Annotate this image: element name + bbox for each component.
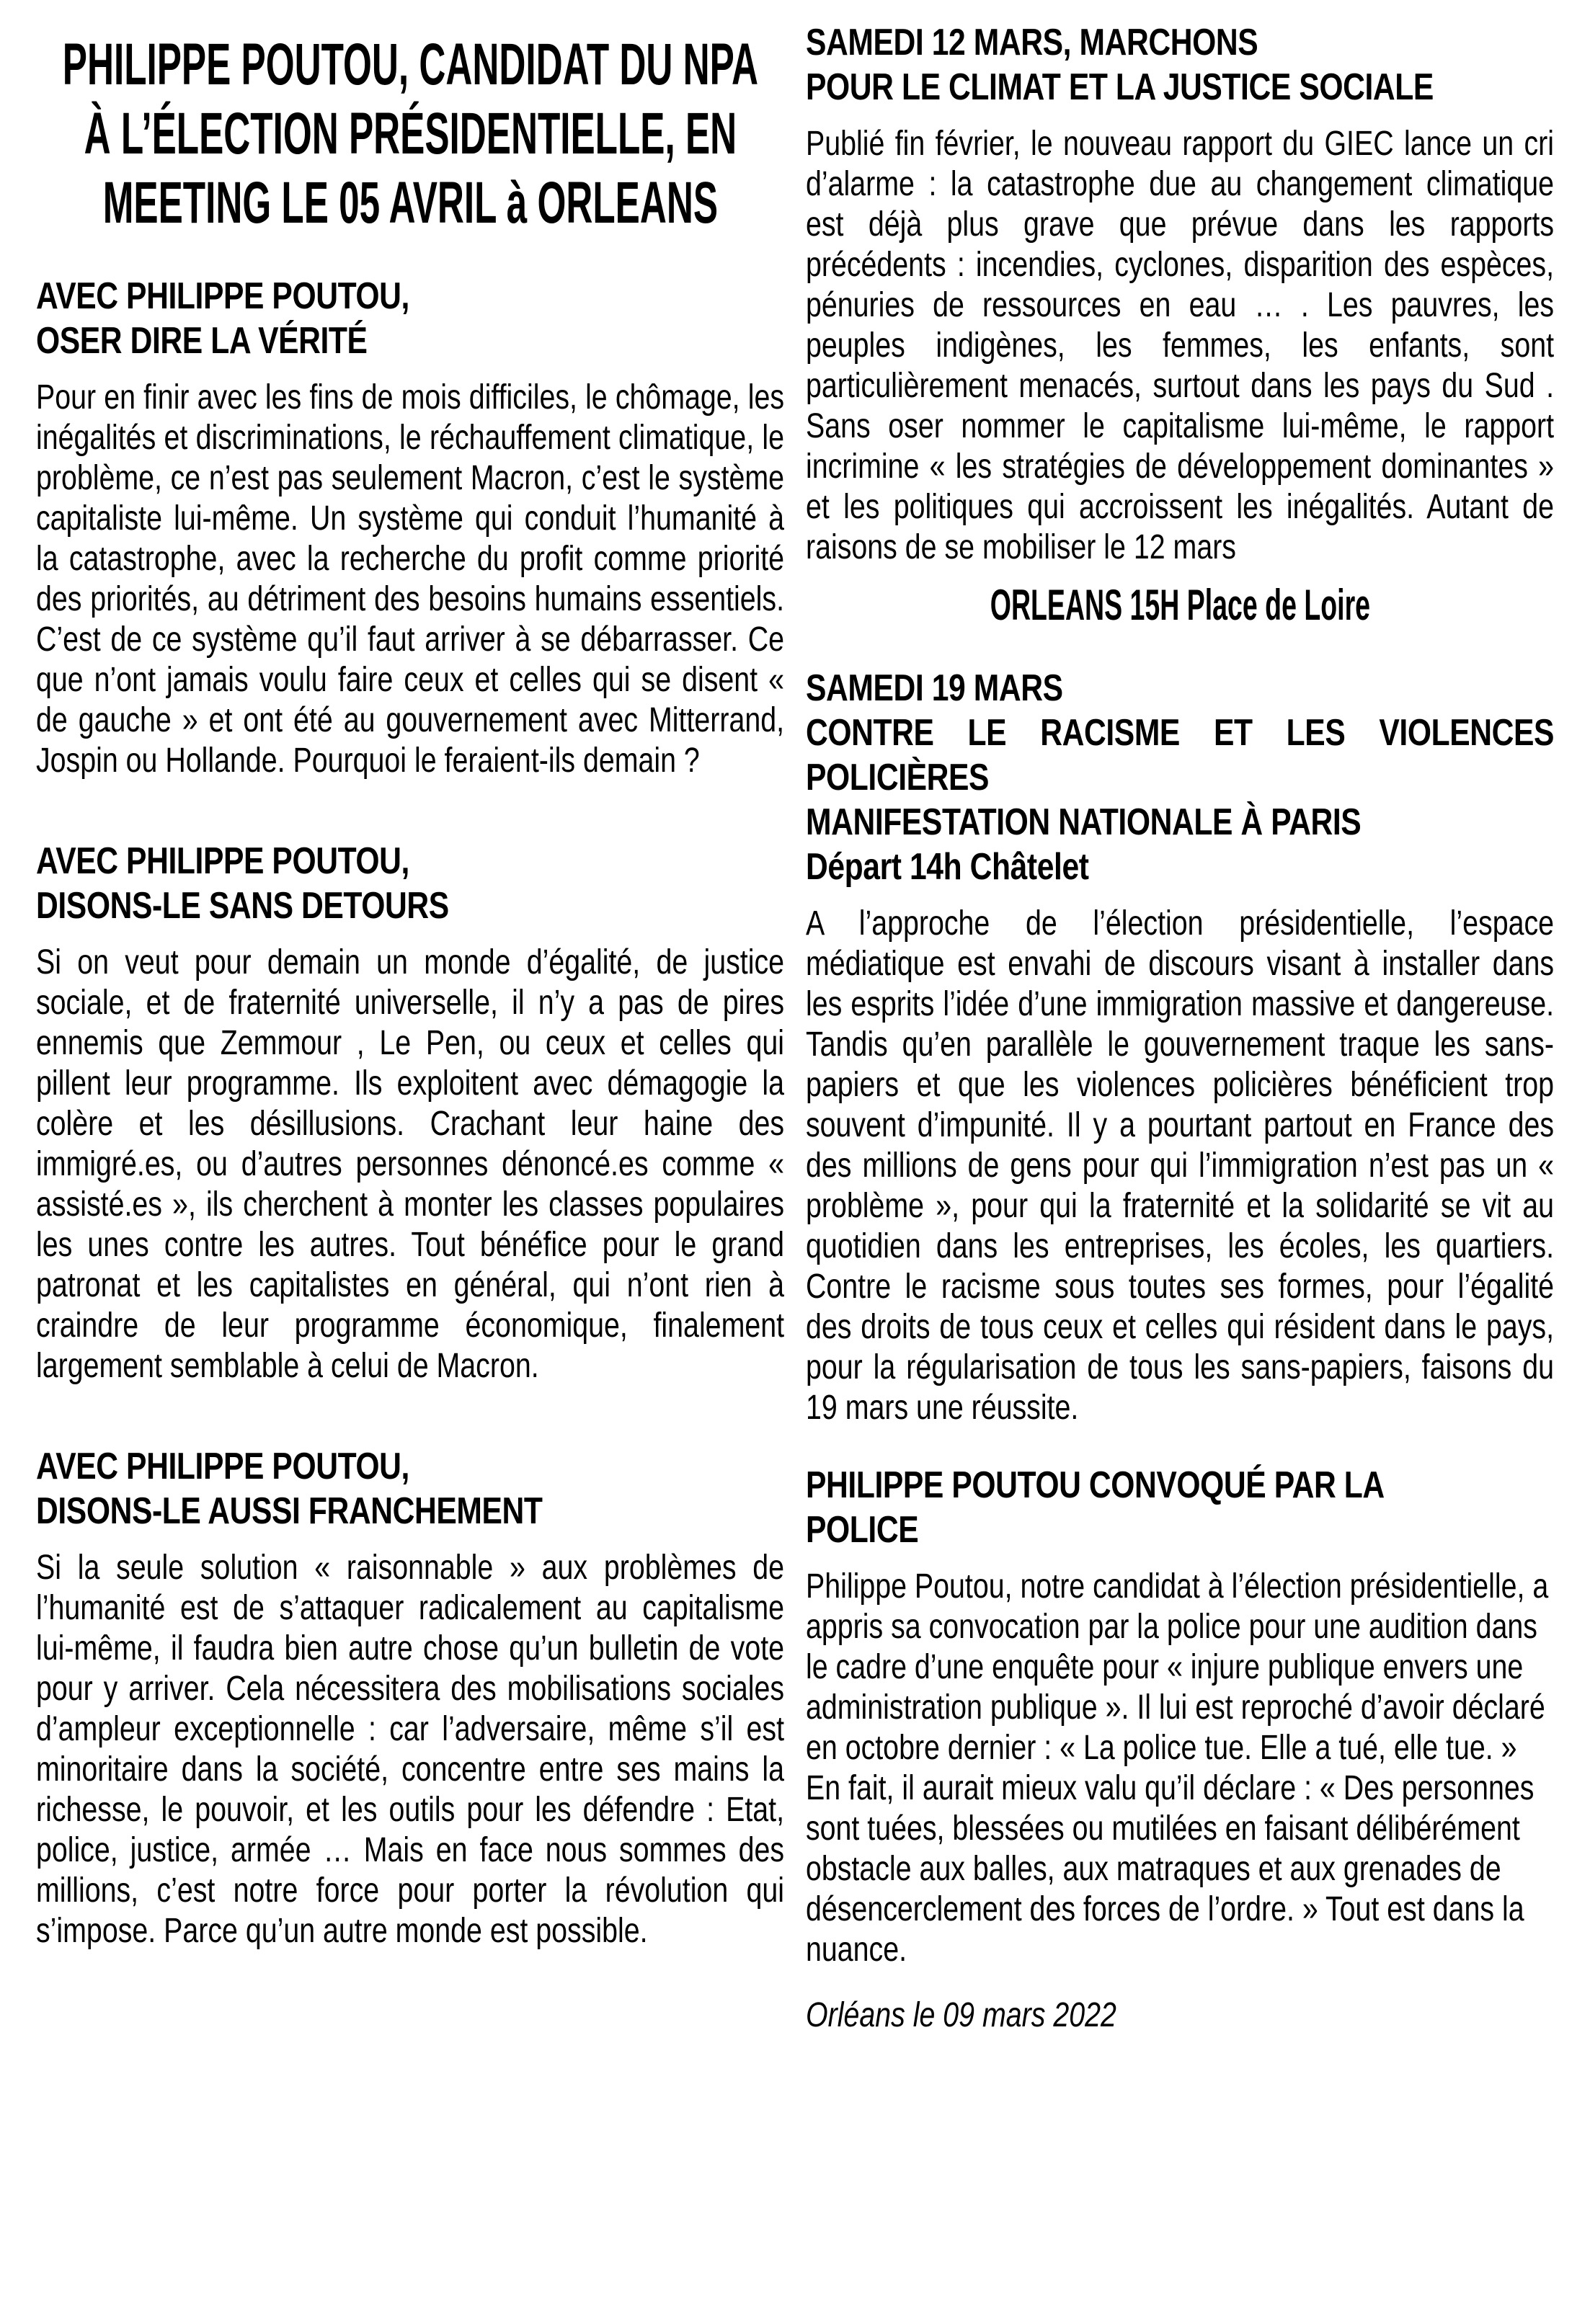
page-title-line-3: MEETING LE 05 AVRIL à ORLEANS — [102, 170, 718, 236]
page-title — [36, 30, 784, 238]
heading-line: AVEC PHILIPPE POUTOU, — [36, 840, 409, 882]
heading-line: PHILIPPE POUTOU CONVOQUÉ PAR LA — [806, 1464, 1385, 1506]
section-poutou-convoque-police — [806, 1463, 1554, 1970]
section-disons-le-sans-detours — [36, 839, 784, 1386]
section-marche-climat-12-mars — [806, 20, 1554, 631]
section-heading — [36, 839, 784, 928]
heading-line: POLICE — [806, 1509, 919, 1551]
section-heading — [806, 666, 1554, 889]
right-column — [806, 20, 1554, 2324]
event-banner: ORLEANS 15H Place de Loire — [990, 581, 1370, 629]
section-oser-dire-la-verite — [36, 274, 784, 781]
heading-line: CONTRE LE RACISME ET LES VIOLENCES — [806, 712, 1555, 754]
section-heading — [806, 20, 1554, 110]
section-paragraph: Si on veut pour demain un monde d’égalité, de justice sociale, et de fraternité universelle, il n’y a pas de pires ennemis que Zemmour , Le Pen, ou ceux et celles qui pillent leur programme. Ils exploitent avec démagogie la colère et les désillusions. Crachant leur haine des immigré.es, ou d’autres personnes dénoncé.es comme « assisté.es », ils cherchent à monter les classes populaires les unes contre les autres. Tout bénéfice pour le grand patronat et les capitalistes en général, qui n’ont rien à craindre de leur programme économique, finalement largement semblable à celui de Macron. — [36, 943, 785, 1385]
heading-line: SAMEDI 19 MARS — [806, 667, 1063, 709]
section-paragraph: Pour en finir avec les fins de mois difficiles, le chômage, les inégalités et discriminations, le réchauffement climatique, le problème, ce n’est pas seulement Macron, c’est le système capitaliste lui-même. Un système qui conduit l’humanité à la catastrophe, avec la recherche du profit comme priorité des priorités, au détriment des besoins humains essentiels. C’est de ce système qu’il faut arriver à se débarrasser. Ce que n’ont jamais voulu faire ceux et celles qui se disent « de gauche » et ont été au gouvernement avec Mitterrand, Jospin ou Hollande. Pourquoi le feraient-ils demain ? — [36, 378, 785, 780]
heading-line: SAMEDI 12 MARS, MARCHONS — [806, 22, 1258, 63]
page-title-line-1: PHILIPPE POUTOU, CANDIDAT DU NPA — [62, 32, 758, 97]
heading-line: POUR LE CLIMAT ET LA JUSTICE SOCIALE — [806, 66, 1434, 108]
section-heading — [36, 274, 784, 363]
section-paragraph: Publié fin février, le nouveau rapport du GIEC lance un cri d’alarme : la catastrophe due au changement climatique est déjà plus grave que prévue dans les rapports précédents : incendies, cyclones, disparition des espèces, pénuries de ressources en eau … . Les pauvres, les peuples indigènes, les femmes, les enfants, sont particulièrement menacés, surtout dans les pays du Sud . Sans oser nommer le capitalisme lui-même, le rapport incrimine « les stratégies de développement dominantes » et les politiques qui accroissent les inégalités. Autant de raisons de se mobiliser le 12 mars — [806, 125, 1555, 566]
heading-line: DISONS-LE SANS DETOURS — [36, 885, 449, 927]
section-manifestation-19-mars — [806, 666, 1554, 1428]
section-heading — [36, 1444, 784, 1533]
event-banner-wrap — [806, 579, 1554, 631]
left-column — [36, 20, 784, 2324]
page-title-line-2: À L’ÉLECTION PRÉSIDENTIELLE, EN — [84, 101, 737, 166]
section-disons-le-aussi-franchement — [36, 1444, 784, 1951]
heading-line: MANIFESTATION NATIONALE À PARIS — [806, 801, 1362, 843]
section-paragraph: Philippe Poutou, notre candidat à l’élection présidentielle, a appris sa convocation par la police pour une audition dans le cadre d’une enquête pour « injure publique envers une administration publique ». Il lui est reproché d’avoir déclaré en octobre dernier : « La police tue. Elle a tué, elle tue. » En fait, il aurait mieux valu qu’il déclare : « Des personnes sont tuées, blessées ou mutilées en faisant délibérément obstacle aux balles, aux matraques et aux grenades de désencerclement des forces de l’ordre. » Tout est dans la nuance. — [806, 1567, 1549, 1969]
heading-line: AVEC PHILIPPE POUTOU, — [36, 1446, 409, 1487]
dateline: Orléans le 09 mars 2022 — [806, 1996, 1116, 2034]
heading-line: AVEC PHILIPPE POUTOU, — [36, 275, 409, 317]
section-paragraph: Si la seule solution « raisonnable » aux problèmes de l’humanité est de s’attaquer radicalement au capitalisme lui-même, il faudra bien autre chose qu’un bulletin de vote pour y arriver. Cela nécessitera des mobilisations sociales d’ampleur exceptionnelle : car l’adversaire, même s’il est minoritaire dans la société, concentre entre ses mains la richesse, le pouvoir, et les outils pour les défendre : Etat, police, justice, armée … Mais en face nous sommes des millions, c’est notre force pour porter la révolution qui s’impose. Parce qu’un autre monde est possible. — [36, 1549, 785, 1950]
heading-line: OSER DIRE LA VÉRITÉ — [36, 320, 368, 362]
heading-line: DISONS-LE AUSSI FRANCHEMENT — [36, 1490, 543, 1532]
section-paragraph: A l’approche de l’élection présidentielle, l’espace médiatique est envahi de discours visant à installer dans les esprits l’idée d’une immigration massive et dangereuse. Tandis qu’en parallèle le gouvernement traque les sans-papiers et que les violences policières bénéficient trop souvent d’impunité. Il y a pourtant partout en France des des millions de gens pour qui l’immigration n’est pas un « problème », pour qui la fraternité et la solidarité se vit au quotidien dans les entreprises, les écoles, les quartiers. Contre le racisme sous toutes ses formes, pour l’égalité des droits de tous ceux et celles qui résident dans le pays, pour la régularisation de tous les sans-papiers, faisons du 19 mars une réussite. — [806, 904, 1555, 1427]
heading-line: POLICIÈRES — [806, 757, 990, 798]
heading-line: Départ 14h Châtelet — [806, 846, 1089, 888]
section-heading — [806, 1463, 1554, 1552]
